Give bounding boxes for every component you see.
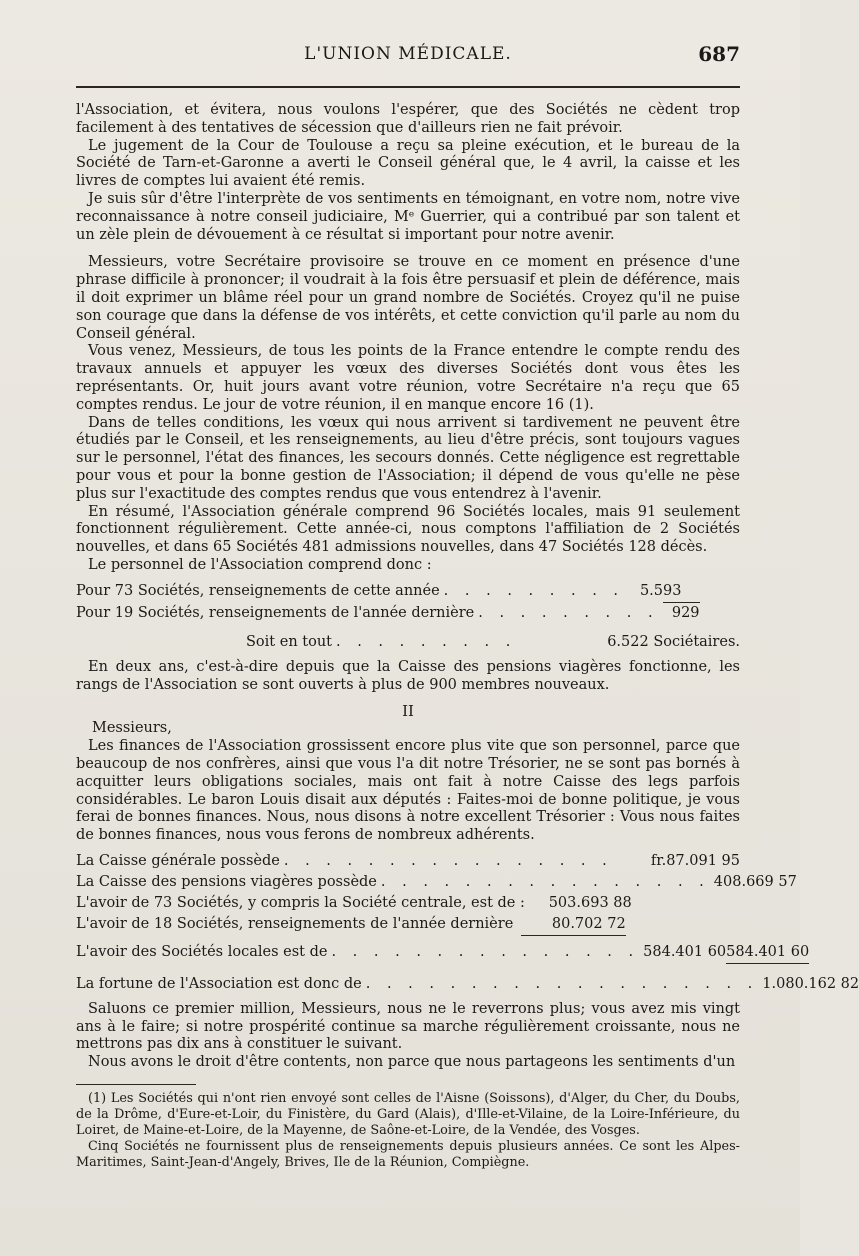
fortune-value: 1.080.162 82 <box>762 975 859 992</box>
fortune-label: La fortune de l'Association est donc de <box>76 975 362 992</box>
paragraph: Vous venez, Messieurs, de tous les points de la France entendre le compte rendu des travaux annuels et appuyer les vœux des diverses Sociétés dont vous êtes les représentants. Or, huit jours avant votre réunion, votre Secrétaire n'a reçu que 65 comptes rendus. Le jour de votre réunion, il en manque encore 16 (1). <box>76 343 740 413</box>
section-number: II <box>402 702 414 721</box>
finance-col1: 584.401 60 <box>643 943 727 960</box>
footnote-rule <box>76 1084 196 1085</box>
personnel-label: Pour 73 Sociétés, renseignements de cette année <box>76 582 440 599</box>
finance-row <box>76 872 797 893</box>
personnel-row <box>76 581 740 602</box>
leader-dots: . . . . . . . . . . . . . . . . <box>283 852 613 869</box>
paragraph: Messieurs, votre Secrétaire provisoire se trouve en ce moment en présence d'une phrase difficile à prononcer; il voudrait à la fois être persuasif et plein de déférence, mais il doit exprimer un blâme réel pour un grand nombre de Sociétés. Croyez qu'il ne puise son courage que dans la défense de vos intérêts, et cette conviction qu'il parle au nom du Conseil général. <box>76 254 740 342</box>
paragraph: Je suis sûr d'être l'interprète de vos sentiments en témoignant, en votre nom, notre vive reconnaissance à notre conseil judiciaire, Mᵉ Guerrier, qui a contribué par son talent et un zèle plein de dévouement à ce résultat si important pour notre avenir. <box>76 190 740 243</box>
footnote-text: Cinq Sociétés ne fournissent plus de renseignements depuis plusieurs années. Ce sont les Alpes-Maritimes, Saint-Jean-d'Angely, Brives, Ile de la Réunion, Compiègne. <box>76 1139 740 1171</box>
leader-dots: . . . . . . . . . <box>478 604 659 621</box>
finance-col2: 87.091 95 <box>666 852 740 869</box>
finance-row <box>76 851 740 872</box>
finance-label: L'avoir de 73 Sociétés, y compris la Société centrale, est de : <box>76 894 525 911</box>
page-number: 687 <box>698 42 740 66</box>
salutation: Messieurs, <box>92 720 172 737</box>
header-rule <box>76 86 740 88</box>
leader-dots: . . . . . . . . . <box>443 582 625 599</box>
leader-dots: . . . . . . . . . . . . . . . . . . . <box>365 975 759 992</box>
page-header <box>76 44 740 72</box>
personnel-value: 5.593 <box>639 582 682 599</box>
finance-label: La Caisse générale possède <box>76 852 280 869</box>
leader-dots: . . . . . . . . . . . . . . . . <box>380 873 710 890</box>
paragraph: Le personnel de l'Association comprend donc : <box>88 556 432 573</box>
personnel-table <box>76 581 740 653</box>
personnel-total-value: 6.522 Sociétaires. <box>607 633 740 650</box>
finance-table <box>76 851 859 995</box>
paragraph: En deux ans, c'est-à-dire depuis que la Caisse des pensions viagères fonctionne, les rangs de l'Association se sont ouverts à plus de 900 membres nouveaux. <box>76 658 740 693</box>
paragraph: l'Association, et évitera, nous voulons l'espérer, que des Sociétés ne cèdent trop facilement à des tentatives de sécession que d'ailleurs rien ne fait prévoir. <box>76 102 740 136</box>
paragraph: En résumé, l'Association générale comprend 96 Sociétés locales, mais 91 seulement fonctionnent régulièrement. Cette année-ci, nous comptons l'affiliation de 2 Sociétés nouvelles, et dans 65 Sociétés 481 admissions nouvelles, dans 47 Sociétés 128 décès. <box>76 503 740 556</box>
footnote <box>76 1091 740 1171</box>
leader-dots: . . . . . . . . . <box>336 633 517 650</box>
paragraph: Les finances de l'Association grossissent encore plus vite que son personnel, parce que beaucoup de nos confrères, ainsi que vous l'a dit notre Trésorier, ne se sont pas bornés à acquitter leurs obligations sociales, mais ont fait à notre Caisse des legs parfois considérables. Le baron Louis disait aux députés : Faites-moi de bonne politique, je vous ferai de bonnes finances. Nous, nous disons à notre excellent Trésorier : Vous nous faites de bonnes finances, nous vous ferons de nombreux adhérents. <box>76 738 740 844</box>
personnel-label: Pour 19 Sociétés, renseignements de l'année dernière <box>76 604 475 621</box>
leader-dots: . . . . . . . . . . . . . . . <box>331 943 640 960</box>
finance-col1: 503.693 88 <box>548 894 632 911</box>
finance-col1: fr. <box>650 852 667 869</box>
personnel-value: 929 <box>663 602 700 624</box>
finance-col2: 584.401 60 <box>726 942 809 964</box>
finance-col2: 408.669 57 <box>713 873 797 890</box>
running-title: L'UNION MÉDICALE. <box>304 44 512 64</box>
finance-label: La Caisse des pensions viagères possède <box>76 873 377 890</box>
paragraph-gap <box>76 244 740 254</box>
paragraph: Dans de telles conditions, les vœux qui nous arrivent si tardivement ne peuvent être étudiés par le Conseil, et les renseignements, au lieu d'être précis, sont toujours vagues sur le personnel, l'état des finances, les secours donnés. Cette négligence est regrettable pour vous et pour la bonne gestion de l'Association; il dépend de vous qu'elle ne pèse plus sur l'exactitude des comptes rendus que vous entendrez à l'avenir. <box>76 414 740 502</box>
fortune-row <box>76 974 859 995</box>
paragraph: Nous avons le droit d'être contents, non parce que nous partageons les sentiments d'un <box>88 1054 736 1071</box>
footnote-text: (1) Les Sociétés qui n'ont rien envoyé sont celles de l'Aisne (Soissons), d'Alger, du Cher, du Doubs, de la Drôme, d'Eure-et-Loir, du Finistère, du Gard (Alais), d'Ille-et-Vilaine, de la Loire-Inférieure, du Loiret, de Maine-et-Loire, de la Mayenne, de Saône-et-Loire, de la Vendée, des Vosges. <box>76 1091 740 1139</box>
paragraph: Saluons ce premier million, Messieurs, nous ne le reverrons plus; vous avez mis vingt ans à le faire; si notre prospérité continue sa marche régulièrement croissante, nous ne mettrons pas dix ans à constituer le suivant. <box>76 1000 740 1053</box>
finance-row <box>76 942 810 964</box>
personnel-row <box>76 602 740 624</box>
paragraph: Le jugement de la Cour de Toulouse a reçu sa pleine exécution, et le bureau de la Société de Tarn-et-Garonne a averti le Conseil général que, le 4 avril, la caisse et les livres de comptes lui avaient été remis. <box>76 137 740 190</box>
finance-row <box>76 893 740 914</box>
personnel-total-label: Soit en tout <box>246 633 332 650</box>
finance-label: L'avoir des Sociétés locales est de <box>76 943 328 960</box>
finance-row <box>76 914 740 936</box>
personnel-total-row <box>76 632 740 653</box>
finance-col1: 80.702 72 <box>521 914 625 936</box>
finance-label: L'avoir de 18 Sociétés, renseignements de l'année dernière <box>76 915 514 932</box>
